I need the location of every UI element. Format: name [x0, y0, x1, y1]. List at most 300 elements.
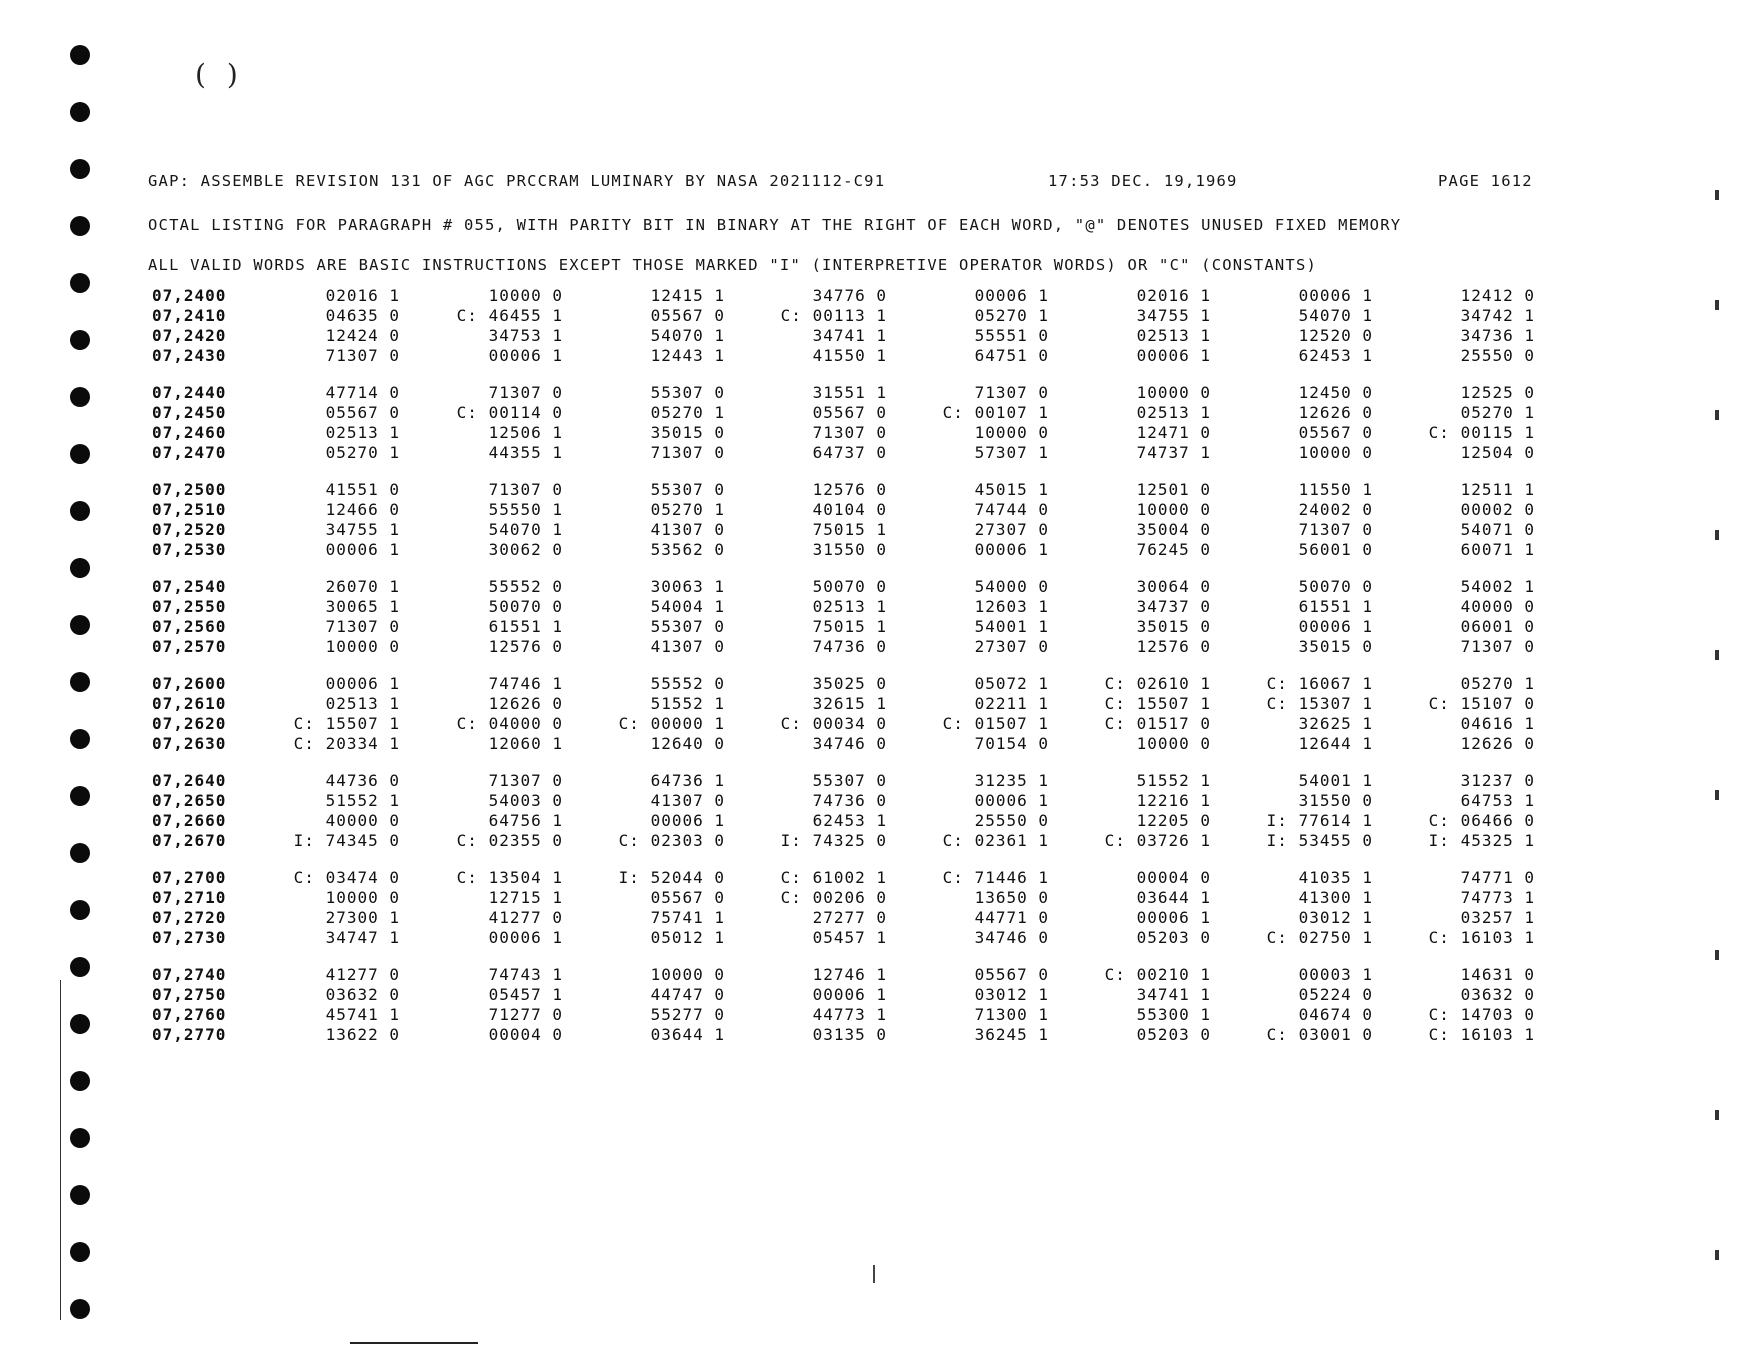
octal-word: 05457 1 [488, 985, 563, 1004]
octal-word: 05270 1 [650, 500, 725, 519]
octal-word: C: 00000 1 [618, 714, 725, 733]
octal-word: 34753 1 [488, 326, 563, 345]
octal-word: 24002 0 [1298, 500, 1373, 519]
octal-word: 75015 1 [812, 617, 887, 636]
octal-word: 54002 1 [1460, 577, 1535, 596]
octal-word: C: 15107 0 [1428, 694, 1535, 713]
octal-word: 10000 0 [974, 423, 1049, 442]
row-address: 07,2460 [152, 423, 227, 442]
octal-word: 35015 0 [1298, 637, 1373, 656]
octal-word: 34776 0 [812, 286, 887, 305]
octal-word: C: 00107 1 [942, 403, 1049, 422]
octal-word: 00006 1 [488, 346, 563, 365]
octal-word: 13650 0 [974, 888, 1049, 907]
octal-word: C: 02303 0 [618, 831, 725, 850]
octal-word: 74744 0 [974, 500, 1049, 519]
octal-word: 57307 1 [974, 443, 1049, 462]
octal-word: 54070 1 [1298, 306, 1373, 325]
octal-word: 31550 0 [1298, 791, 1373, 810]
octal-word: C: 00114 0 [456, 403, 563, 422]
octal-word: 71307 0 [488, 771, 563, 790]
octal-word: 05567 0 [325, 403, 400, 422]
row-address: 07,2400 [152, 286, 227, 305]
listing-block [150, 674, 1550, 771]
octal-word: 54004 1 [650, 597, 725, 616]
octal-word: C: 16103 1 [1428, 1025, 1535, 1044]
octal-word: 31237 0 [1460, 771, 1535, 790]
octal-word: 00006 1 [488, 928, 563, 947]
octal-word: 05567 0 [1298, 423, 1373, 442]
row-address: 07,2450 [152, 403, 227, 422]
feed-hole-icon [70, 444, 90, 464]
page-number: PAGE 1612 [1438, 172, 1533, 190]
octal-word: 45015 1 [974, 480, 1049, 499]
octal-word: 12216 1 [1136, 791, 1211, 810]
row-address: 07,2440 [152, 383, 227, 402]
octal-word: 71307 0 [1460, 637, 1535, 656]
listing-row [150, 1025, 1550, 1045]
octal-word: 12603 1 [974, 597, 1049, 616]
octal-word: 70154 0 [974, 734, 1049, 753]
octal-word: I: 77614 1 [1266, 811, 1373, 830]
octal-word: 03644 1 [1136, 888, 1211, 907]
row-address: 07,2600 [152, 674, 227, 693]
octal-word: 74746 1 [488, 674, 563, 693]
octal-word: 02513 1 [1136, 326, 1211, 345]
octal-word: 12412 0 [1460, 286, 1535, 305]
octal-word: 74743 1 [488, 965, 563, 984]
feed-hole-icon [70, 672, 90, 692]
row-address: 07,2540 [152, 577, 227, 596]
octal-word: 50070 0 [1298, 577, 1373, 596]
row-address: 07,2660 [152, 811, 227, 830]
row-address: 07,2720 [152, 908, 227, 927]
octal-word: 71300 1 [974, 1005, 1049, 1024]
octal-word: C: 15307 1 [1266, 694, 1373, 713]
octal-word: I: 45325 1 [1428, 831, 1535, 850]
listing-row [150, 791, 1550, 811]
listing-row [150, 811, 1550, 831]
octal-word: 30065 1 [325, 597, 400, 616]
octal-word: 12511 1 [1460, 480, 1535, 499]
feed-hole-icon [70, 729, 90, 749]
listing-row [150, 597, 1550, 617]
octal-word: 03632 0 [1460, 985, 1535, 1004]
octal-word: 34746 0 [974, 928, 1049, 947]
listing-block [150, 286, 1550, 383]
octal-word: 71307 0 [488, 383, 563, 402]
octal-word: 12640 0 [650, 734, 725, 753]
listing-row [150, 734, 1550, 754]
octal-word: 12471 0 [1136, 423, 1211, 442]
feed-hole-icon [70, 1014, 90, 1034]
listing-row [150, 540, 1550, 560]
octal-word: 12626 0 [1298, 403, 1373, 422]
margin-line [60, 980, 61, 1320]
octal-word: C: 03001 0 [1266, 1025, 1373, 1044]
feed-hole-icon [70, 843, 90, 863]
octal-word: 61551 1 [488, 617, 563, 636]
octal-word: 00006 1 [974, 286, 1049, 305]
octal-word: 14631 0 [1460, 965, 1535, 984]
listing-row [150, 694, 1550, 714]
octal-word: C: 01517 0 [1104, 714, 1211, 733]
octal-word: 00006 1 [1136, 346, 1211, 365]
octal-word: C: 03726 1 [1104, 831, 1211, 850]
octal-word: 54070 1 [650, 326, 725, 345]
octal-word: 12715 1 [488, 888, 563, 907]
octal-word: 12443 1 [650, 346, 725, 365]
octal-word: 05012 1 [650, 928, 725, 947]
octal-word: 76245 0 [1136, 540, 1211, 559]
octal-word: 00006 1 [1298, 617, 1373, 636]
feed-hole-icon [70, 501, 90, 521]
octal-word: 12576 0 [812, 480, 887, 499]
octal-word: 41550 1 [812, 346, 887, 365]
feed-hole-icon [70, 615, 90, 635]
feed-hole-icon [70, 1071, 90, 1091]
octal-word: 12450 0 [1298, 383, 1373, 402]
octal-word: 00006 1 [974, 540, 1049, 559]
octal-word: C: 13504 1 [456, 868, 563, 887]
header-line-1 [148, 172, 1533, 190]
octal-word: 61551 1 [1298, 597, 1373, 616]
octal-word: 12644 1 [1298, 734, 1373, 753]
octal-word: C: 00115 1 [1428, 423, 1535, 442]
octal-word: 74737 1 [1136, 443, 1211, 462]
octal-word: 36245 1 [974, 1025, 1049, 1044]
octal-word: 05203 0 [1136, 928, 1211, 947]
listing-block [150, 868, 1550, 965]
row-address: 07,2770 [152, 1025, 227, 1044]
octal-word: 00006 1 [1136, 908, 1211, 927]
octal-word: 03257 1 [1460, 908, 1535, 927]
octal-word: 06001 0 [1460, 617, 1535, 636]
octal-word: 54001 1 [1298, 771, 1373, 790]
row-address: 07,2650 [152, 791, 227, 810]
row-address: 07,2750 [152, 985, 227, 1004]
listing-row [150, 928, 1550, 948]
octal-word: 05567 0 [650, 306, 725, 325]
octal-word: 02513 1 [812, 597, 887, 616]
octal-word: 05270 1 [650, 403, 725, 422]
row-address: 07,2630 [152, 734, 227, 753]
octal-word: 26070 1 [325, 577, 400, 596]
listing-row [150, 500, 1550, 520]
octal-word: 00006 1 [1298, 286, 1373, 305]
octal-word: 04635 0 [325, 306, 400, 325]
row-address: 07,2670 [152, 831, 227, 850]
octal-word: 34737 0 [1136, 597, 1211, 616]
feed-hole-icon [70, 216, 90, 236]
octal-word: C: 61002 1 [780, 868, 887, 887]
octal-word: 34746 0 [812, 734, 887, 753]
octal-word: 41307 0 [650, 791, 725, 810]
octal-word: 45741 1 [325, 1005, 400, 1024]
octal-word: 35015 0 [1136, 617, 1211, 636]
octal-word: 64751 0 [974, 346, 1049, 365]
octal-word: 41277 0 [325, 965, 400, 984]
octal-word: 10000 0 [650, 965, 725, 984]
octal-word: 44747 0 [650, 985, 725, 1004]
octal-word: 00004 0 [488, 1025, 563, 1044]
row-address: 07,2640 [152, 771, 227, 790]
feed-hole-icon [70, 558, 90, 578]
octal-word: 55551 0 [974, 326, 1049, 345]
octal-word: 40000 0 [1460, 597, 1535, 616]
octal-word: 12576 0 [488, 637, 563, 656]
octal-word: 12504 0 [1460, 443, 1535, 462]
octal-word: 31235 1 [974, 771, 1049, 790]
octal-word: C: 16103 1 [1428, 928, 1535, 947]
octal-word: 12415 1 [650, 286, 725, 305]
octal-word: C: 46455 1 [456, 306, 563, 325]
octal-word: 31551 1 [812, 383, 887, 402]
octal-word: 05270 1 [1460, 403, 1535, 422]
feed-hole-icon [70, 1299, 90, 1319]
octal-word: 00006 1 [650, 811, 725, 830]
feed-hole-icon [70, 1242, 90, 1262]
octal-word: 02513 1 [325, 423, 400, 442]
octal-word: 41307 0 [650, 637, 725, 656]
octal-word: 25550 0 [1460, 346, 1535, 365]
octal-word: 12501 0 [1136, 480, 1211, 499]
listing-row [150, 403, 1550, 423]
octal-word: C: 02750 1 [1266, 928, 1373, 947]
octal-word: 12520 0 [1298, 326, 1373, 345]
octal-word: 05270 1 [974, 306, 1049, 325]
octal-word: 41551 0 [325, 480, 400, 499]
listing-row [150, 617, 1550, 637]
listing-row [150, 965, 1550, 985]
listing-row [150, 306, 1550, 326]
octal-word: 27300 1 [325, 908, 400, 927]
octal-word: 10000 0 [325, 888, 400, 907]
octal-word: 54000 0 [974, 577, 1049, 596]
octal-word: 05270 1 [325, 443, 400, 462]
feed-hole-icon [70, 45, 90, 65]
feed-hole-icon [70, 102, 90, 122]
octal-word: 71307 0 [325, 617, 400, 636]
octal-word: 10000 0 [1136, 383, 1211, 402]
octal-word: 25550 0 [974, 811, 1049, 830]
listing-row [150, 908, 1550, 928]
octal-word: 50070 0 [488, 597, 563, 616]
octal-word: 44736 0 [325, 771, 400, 790]
octal-word: 71307 0 [325, 346, 400, 365]
row-address: 07,2470 [152, 443, 227, 462]
listing-row [150, 985, 1550, 1005]
listing-row [150, 346, 1550, 366]
octal-word: 64753 1 [1460, 791, 1535, 810]
octal-word: 00002 0 [1460, 500, 1535, 519]
octal-word: 27277 0 [812, 908, 887, 927]
octal-word: C: 71446 1 [942, 868, 1049, 887]
octal-word: 32615 1 [812, 694, 887, 713]
octal-word: 12506 1 [488, 423, 563, 442]
octal-word: 51552 1 [650, 694, 725, 713]
feed-hole-icon [70, 387, 90, 407]
octal-word: 02513 1 [1136, 403, 1211, 422]
octal-word: 05457 1 [812, 928, 887, 947]
listing-row [150, 714, 1550, 734]
octal-word: 05224 0 [1298, 985, 1373, 1004]
octal-word: 41307 0 [650, 520, 725, 539]
octal-word: C: 03474 0 [293, 868, 400, 887]
octal-word: 55307 0 [650, 480, 725, 499]
octal-word: 02016 1 [325, 286, 400, 305]
octal-word: 05203 0 [1136, 1025, 1211, 1044]
tractor-feed-holes [70, 45, 100, 1335]
octal-word: 02513 1 [325, 694, 400, 713]
octal-word: 03135 0 [812, 1025, 887, 1044]
octal-listing [150, 286, 1550, 1062]
feed-hole-icon [70, 159, 90, 179]
listing-row [150, 674, 1550, 694]
listing-row [150, 286, 1550, 306]
octal-word: 10000 0 [1136, 734, 1211, 753]
octal-word: I: 53455 0 [1266, 831, 1373, 850]
octal-word: 62453 1 [812, 811, 887, 830]
octal-word: I: 74345 0 [293, 831, 400, 850]
octal-word: C: 16067 1 [1266, 674, 1373, 693]
octal-word: 54003 0 [488, 791, 563, 810]
octal-word: C: 02610 1 [1104, 674, 1211, 693]
octal-word: 60071 1 [1460, 540, 1535, 559]
octal-word: C: 14703 0 [1428, 1005, 1535, 1024]
octal-word: 05072 1 [974, 674, 1049, 693]
octal-word: 27307 0 [974, 637, 1049, 656]
octal-word: 31550 0 [812, 540, 887, 559]
listing-row [150, 1005, 1550, 1025]
octal-word: 50070 0 [812, 577, 887, 596]
listing-block [150, 771, 1550, 868]
octal-word: 12746 1 [812, 965, 887, 984]
octal-word: 12424 0 [325, 326, 400, 345]
listing-block [150, 577, 1550, 674]
octal-word: 54001 1 [974, 617, 1049, 636]
octal-word: 00006 1 [325, 540, 400, 559]
octal-word: 71307 0 [974, 383, 1049, 402]
octal-word: I: 52044 0 [618, 868, 725, 887]
octal-word: 41300 1 [1298, 888, 1373, 907]
octal-word: 30063 1 [650, 577, 725, 596]
octal-word: 34742 1 [1460, 306, 1535, 325]
octal-word: 35015 0 [650, 423, 725, 442]
octal-word: 55550 1 [488, 500, 563, 519]
octal-word: 34747 1 [325, 928, 400, 947]
feed-hole-icon [70, 900, 90, 920]
octal-word: C: 15507 1 [293, 714, 400, 733]
octal-word: 12525 0 [1460, 383, 1535, 402]
listing-row [150, 888, 1550, 908]
listing-row [150, 520, 1550, 540]
octal-word: 10000 0 [1298, 443, 1373, 462]
octal-word: 32625 1 [1298, 714, 1373, 733]
octal-word: 55552 0 [488, 577, 563, 596]
octal-word: 34741 1 [1136, 985, 1211, 1004]
octal-word: C: 00210 1 [1104, 965, 1211, 984]
octal-word: 53562 0 [650, 540, 725, 559]
listing-row [150, 383, 1550, 403]
octal-word: 71307 0 [650, 443, 725, 462]
listing-row [150, 480, 1550, 500]
octal-word: 55300 1 [1136, 1005, 1211, 1024]
octal-word: 34755 1 [325, 520, 400, 539]
octal-word: 10000 0 [1136, 500, 1211, 519]
octal-word: 75015 1 [812, 520, 887, 539]
octal-word: 44771 0 [974, 908, 1049, 927]
octal-word: 74773 1 [1460, 888, 1535, 907]
row-address: 07,2510 [152, 500, 227, 519]
octal-word: 54071 0 [1460, 520, 1535, 539]
octal-word: 64756 1 [488, 811, 563, 830]
feed-hole-icon [70, 1128, 90, 1148]
octal-word: C: 00206 0 [780, 888, 887, 907]
row-address: 07,2710 [152, 888, 227, 907]
octal-word: 35004 0 [1136, 520, 1211, 539]
row-address: 07,2410 [152, 306, 227, 325]
row-address: 07,2610 [152, 694, 227, 713]
octal-word: 03012 1 [974, 985, 1049, 1004]
row-address: 07,2740 [152, 965, 227, 984]
listing-block [150, 480, 1550, 577]
octal-word: 71307 0 [812, 423, 887, 442]
octal-word: 74736 0 [812, 791, 887, 810]
octal-word: C: 02361 1 [942, 831, 1049, 850]
octal-word: 62453 1 [1298, 346, 1373, 365]
right-margin-marks [1715, 190, 1735, 1290]
octal-word: 05567 0 [974, 965, 1049, 984]
octal-word: 44773 1 [812, 1005, 887, 1024]
tick-mark [873, 1265, 875, 1283]
listing-block [150, 383, 1550, 480]
octal-word: 40000 0 [325, 811, 400, 830]
octal-word: 40104 0 [812, 500, 887, 519]
header-line-3: ALL VALID WORDS ARE BASIC INSTRUCTIONS EXCEPT THOSE MARKED "I" (INTERPRETIVE OPERATOR WORDS) OR "C" (CONSTANTS) [148, 256, 1318, 274]
octal-word: C: 00034 0 [780, 714, 887, 733]
octal-word: 55307 0 [812, 771, 887, 790]
octal-word: 00003 1 [1298, 965, 1373, 984]
octal-word: 00006 1 [812, 985, 887, 1004]
listing-row [150, 771, 1550, 791]
octal-word: 64736 1 [650, 771, 725, 790]
octal-word: 00004 0 [1136, 868, 1211, 887]
listing-row [150, 831, 1550, 851]
listing-row [150, 637, 1550, 657]
octal-word: 71307 0 [1298, 520, 1373, 539]
octal-word: 51552 1 [1136, 771, 1211, 790]
row-address: 07,2560 [152, 617, 227, 636]
octal-word: 75741 1 [650, 908, 725, 927]
octal-word: 04616 1 [1460, 714, 1535, 733]
row-address: 07,2700 [152, 868, 227, 887]
octal-word: 10000 0 [488, 286, 563, 305]
row-address: 07,2550 [152, 597, 227, 616]
octal-word: 56001 0 [1298, 540, 1373, 559]
octal-word: 41035 1 [1298, 868, 1373, 887]
listing-block [150, 965, 1550, 1062]
octal-word: 12466 0 [325, 500, 400, 519]
octal-word: 00006 1 [974, 791, 1049, 810]
octal-word: 12205 0 [1136, 811, 1211, 830]
row-address: 07,2760 [152, 1005, 227, 1024]
listing-row [150, 423, 1550, 443]
octal-word: 55307 0 [650, 383, 725, 402]
octal-word: 55552 0 [650, 674, 725, 693]
listing-row [150, 868, 1550, 888]
octal-word: C: 04000 0 [456, 714, 563, 733]
